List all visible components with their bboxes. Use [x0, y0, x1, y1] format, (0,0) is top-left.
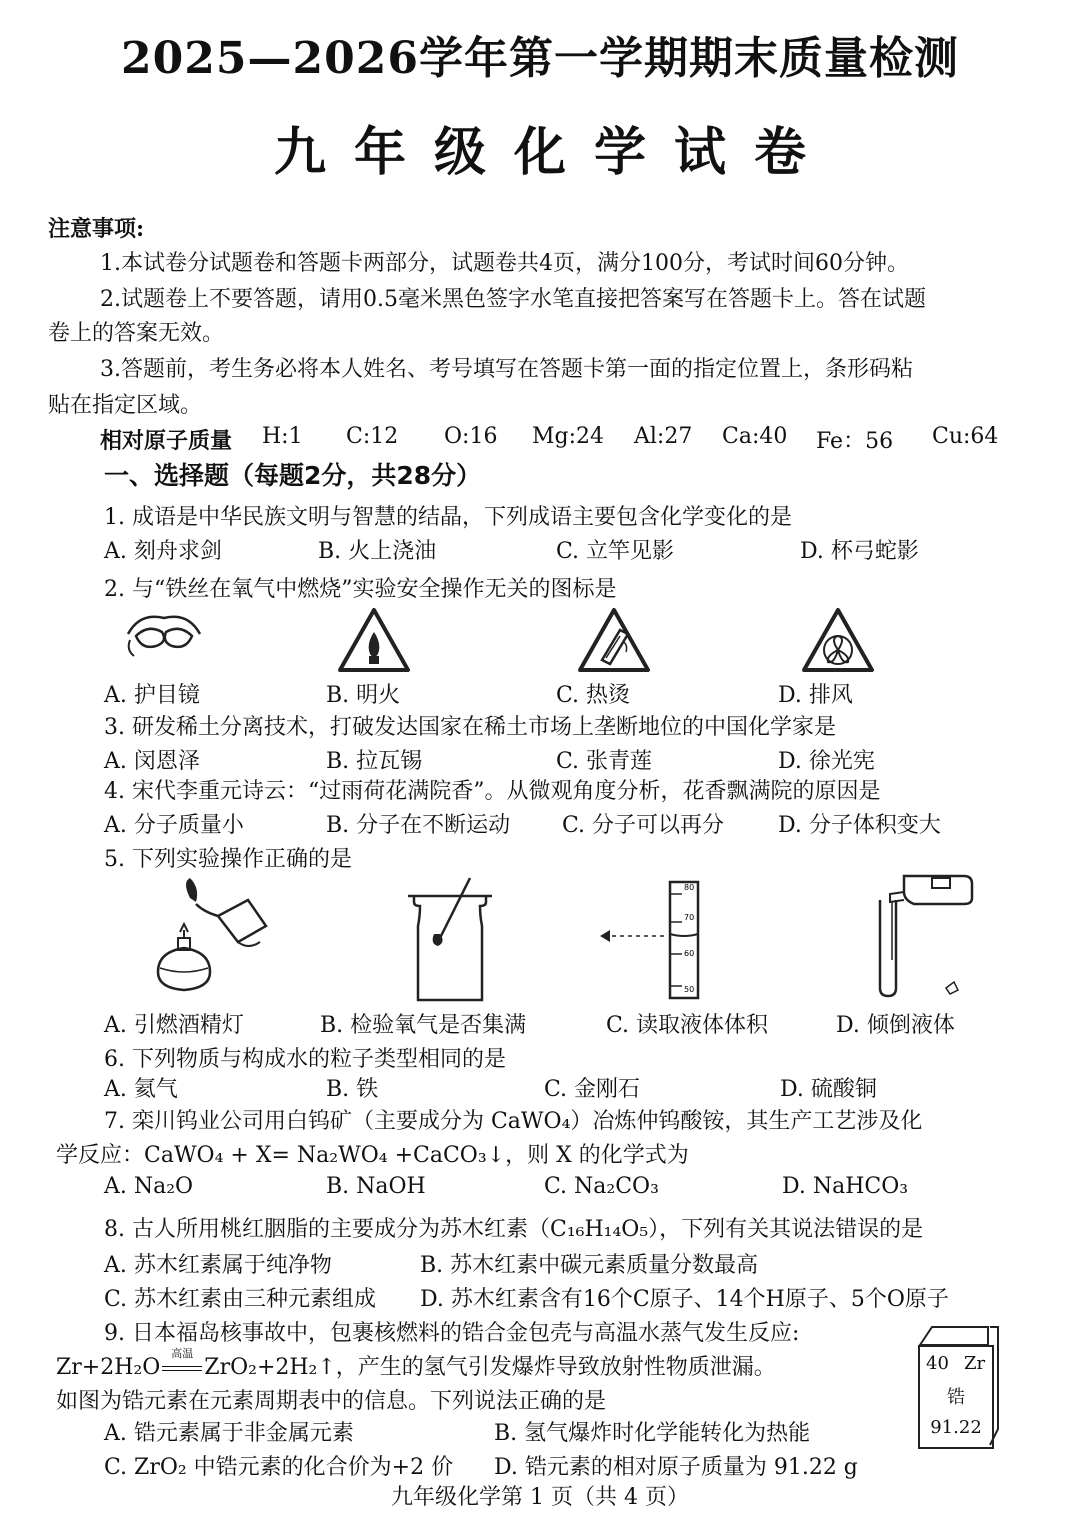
notice-item-2b: 卷上的答案无效。 — [48, 321, 225, 346]
q6-stem: 6. 下列物质与构成水的粒子类型相同的是 — [104, 1047, 506, 1072]
q4-option-d[interactable]: D. 分子体积变大 — [778, 813, 941, 838]
q3-option-a[interactable]: A. 闵恩泽 — [104, 749, 200, 774]
atomic-mass-o: O:16 — [444, 424, 498, 449]
q2-option-b[interactable]: B. 明火 — [326, 683, 401, 708]
element-name: 锆 — [947, 1387, 965, 1408]
q8-option-c[interactable]: C. 苏木红素由三种元素组成 — [104, 1287, 377, 1312]
q3-stem: 3. 研发稀土分离技术，打破发达国家在稀土市场上垄断地位的中国化学家是 — [104, 715, 836, 740]
cylinder-mark-80: 80 — [684, 883, 695, 892]
element-card-zr — [918, 1345, 994, 1449]
element-atomic-number: 40 — [926, 1353, 949, 1374]
atomic-mass-fe: Fe：56 — [816, 429, 894, 454]
notice-item-3a: 3.答题前，考生务必将本人姓名、考号填写在答题卡第一面的指定位置上，条形码粘 — [100, 357, 913, 382]
q5-option-b[interactable]: B. 检验氧气是否集满 — [320, 1013, 527, 1038]
q2-option-d[interactable]: D. 排风 — [778, 683, 853, 708]
open-flame-icon — [336, 606, 412, 674]
q5-option-c[interactable]: C. 读取液体体积 — [606, 1013, 769, 1038]
q8-option-d[interactable]: D. 苏木红素含有16个C原子、14个H原子、5个O原子 — [420, 1287, 949, 1312]
q9-equation-left: Zr+2H₂O — [56, 1355, 161, 1380]
notice-item-1: 1.本试卷分试题卷和答题卡两部分，试题卷共4页，满分100分，考试时间60分钟。 — [100, 251, 909, 276]
q4-stem: 4. 宋代李重元诗云：“过雨荷花满院香”。从微观角度分析，花香飘满院的原因是 — [104, 779, 881, 804]
q3-option-d[interactable]: D. 徐光宪 — [778, 749, 875, 774]
exam-title: 2025—2026学年第一学期期末质量检测 — [121, 33, 959, 84]
q9-stem-c: 如图为锆元素在元素周期表中的信息。下列说法正确的是 — [56, 1389, 607, 1414]
exam-subtitle: 九年级化学试卷 — [273, 122, 834, 183]
q6-option-d[interactable]: D. 硫酸铜 — [780, 1077, 877, 1102]
q1-option-a[interactable]: A. 刻舟求剑 — [104, 539, 222, 564]
q7-stem-a: 7. 栾川钨业公司用白钨矿（主要成分为 CaWO₄）冶炼仲钨酸铵，其生产工艺涉及化 — [104, 1109, 923, 1134]
q8-option-b[interactable]: B. 苏木红素中碳元素质量分数最高 — [420, 1253, 759, 1278]
q7-stem-b: 学反应：CaWO₄ + X= Na₂WO₄ +CaCO₃↓，则 X 的化学式为 — [56, 1143, 689, 1168]
notice-heading: 注意事项: — [48, 216, 145, 242]
q7-option-d[interactable]: D. NaHCO₃ — [782, 1174, 909, 1199]
atomic-mass-c: C:12 — [346, 424, 399, 449]
q4-option-a[interactable]: A. 分子质量小 — [104, 813, 244, 838]
q2-option-a[interactable]: A. 护目镜 — [104, 683, 200, 708]
cylinder-mark-60: 60 — [684, 949, 695, 958]
section-title-choice: 一、选择题（每题2分，共28分） — [104, 461, 482, 490]
q2-stem: 2. 与“铁丝在氧气中燃烧”实验安全操作无关的图标是 — [104, 577, 617, 602]
element-atomic-mass: 91.22 — [930, 1417, 982, 1438]
atomic-mass-cu: Cu:64 — [932, 424, 999, 449]
q9-option-d[interactable]: D. 锆元素的相对原子质量为 91.22 g — [494, 1455, 858, 1480]
q2-option-c[interactable]: C. 热烫 — [556, 683, 631, 708]
q6-option-c[interactable]: C. 金刚石 — [544, 1077, 641, 1102]
element-symbol: Zr — [964, 1353, 986, 1374]
cylinder-mark-50: 50 — [684, 985, 695, 994]
q9-stem-b — [56, 1347, 776, 1381]
hot-surface-icon — [576, 606, 652, 674]
q6-option-a[interactable]: A. 氦气 — [104, 1077, 178, 1102]
q7-option-a[interactable]: A. Na₂O — [104, 1174, 194, 1199]
q5-option-a[interactable]: A. 引燃酒精灯 — [104, 1013, 244, 1038]
q4-option-b[interactable]: B. 分子在不断运动 — [326, 813, 511, 838]
q8-option-a[interactable]: A. 苏木红素属于纯净物 — [104, 1253, 332, 1278]
q9-option-b[interactable]: B. 氢气爆炸时化学能转化为热能 — [494, 1421, 811, 1446]
q7-option-c[interactable]: C. Na₂CO₃ — [544, 1174, 659, 1199]
q6-option-b[interactable]: B. 铁 — [326, 1077, 379, 1102]
goggles-icon — [122, 606, 206, 666]
q9-equation-right: ZrO₂+2H₂↑，产生的氢气引发爆炸导致放射性物质泄漏。 — [204, 1355, 776, 1380]
q3-option-c[interactable]: C. 张青莲 — [556, 749, 653, 774]
element-card-top-face — [918, 1325, 990, 1347]
q3-option-b[interactable]: B. 拉瓦锡 — [326, 749, 423, 774]
notice-item-3b: 贴在指定区域。 — [48, 393, 203, 418]
q7-option-b[interactable]: B. NaOH — [326, 1174, 426, 1199]
page-footer: 九年级化学第 1 页（共 4 页） — [391, 1485, 689, 1510]
notice-item-2a: 2.试题卷上不要答题，请用0.5毫米黑色签字水笔直接把答案写在答题卡上。答在试题 — [100, 287, 926, 312]
q1-stem: 1. 成语是中华民族文明与智慧的结晶，下列成语主要包含化学变化的是 — [104, 505, 792, 530]
graduated-cylinder-image — [596, 880, 716, 1000]
oxygen-check-bottle-image — [400, 876, 500, 1006]
q9-option-a[interactable]: A. 锆元素属于非金属元素 — [104, 1421, 354, 1446]
q5-option-d[interactable]: D. 倾倒液体 — [836, 1013, 955, 1038]
atomic-mass-ca: Ca:40 — [722, 424, 788, 449]
q9-reaction-condition: 高温 — [171, 1347, 194, 1360]
q8-stem: 8. 古人所用桃红胭脂的主要成分为苏木红素（C₁₆H₁₄O₅），下列有关其说法错误的是 — [104, 1217, 924, 1242]
atomic-mass-h: H:1 — [262, 424, 303, 449]
q1-option-c[interactable]: C. 立竿见影 — [556, 539, 675, 564]
cylinder-mark-70: 70 — [684, 913, 695, 922]
ventilation-fan-icon — [800, 606, 876, 674]
atomic-mass-al: Al:27 — [634, 424, 693, 449]
q9-stem-a: 9. 日本福岛核事故中，包裹核燃料的锆合金包壳与高温水蒸气发生反应: — [104, 1321, 800, 1346]
q5-stem: 5. 下列实验操作正确的是 — [104, 847, 352, 872]
atomic-mass-label: 相对原子质量 — [100, 428, 233, 454]
alcohol-lamp-lighting-image — [138, 876, 278, 1006]
q4-option-c[interactable]: C. 分子可以再分 — [562, 813, 725, 838]
q9-option-c[interactable]: C. ZrO₂ 中锆元素的化合价为+2 价 — [104, 1455, 454, 1480]
pouring-liquid-image — [870, 870, 980, 1000]
q1-option-d[interactable]: D. 杯弓蛇影 — [800, 539, 919, 564]
q1-option-b[interactable]: B. 火上浇油 — [318, 539, 437, 564]
atomic-mass-mg: Mg:24 — [532, 424, 605, 449]
